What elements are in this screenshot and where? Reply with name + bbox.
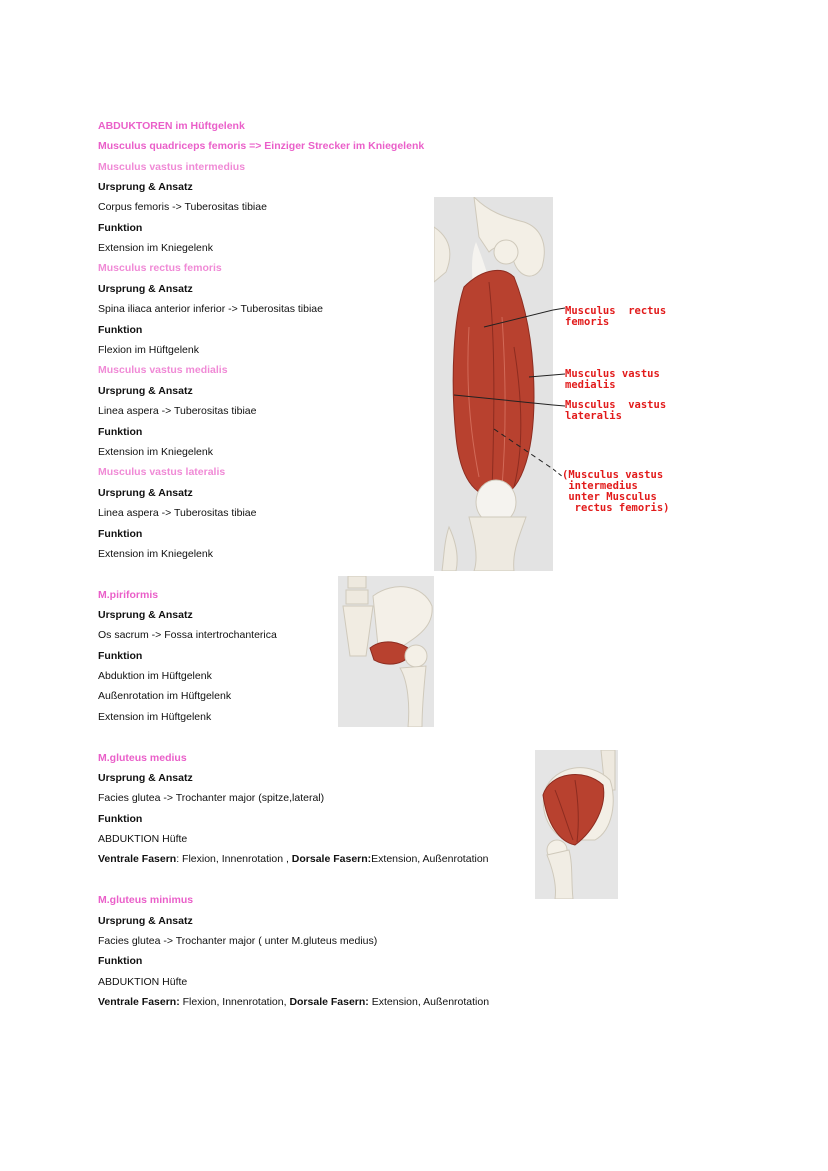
annotation-rectus-femoris: Musculus rectus femoris xyxy=(565,305,667,328)
quadriceps-illustration xyxy=(434,197,553,571)
function-text: Abduktion im Hüftgelenk xyxy=(98,670,212,682)
function-label: Funktion xyxy=(98,426,143,438)
gluteus-medius-illustration xyxy=(535,750,618,899)
function-label: Funktion xyxy=(98,650,143,662)
muscle-heading-gluteus-minimus: M.gluteus minimus xyxy=(98,894,194,906)
origin-label: Ursprung & Ansatz xyxy=(98,181,193,193)
dorsal-fibers-text: Extension, Außenrotation xyxy=(371,853,489,865)
muscle-heading-vastus-medialis: Musculus vastus medialis xyxy=(98,364,228,376)
function-label: Funktion xyxy=(98,528,143,540)
origin-text: Linea aspera -> Tuberositas tibiae xyxy=(98,507,257,519)
origin-label: Ursprung & Ansatz xyxy=(98,772,193,784)
muscle-heading-piriformis: M.piriformis xyxy=(98,589,159,601)
muscle-heading-gluteus-medius: M.gluteus medius xyxy=(98,752,187,764)
fibers-text xyxy=(98,853,489,866)
muscle-heading-vastus-intermedius: Musculus vastus intermedius xyxy=(98,161,246,173)
origin-label: Ursprung & Ansatz xyxy=(98,487,193,499)
ventral-fibers-label: Ventrale Fasern: xyxy=(98,996,180,1008)
muscle-heading-vastus-lateralis: Musculus vastus lateralis xyxy=(98,466,226,478)
origin-text: Spina iliaca anterior inferior -> Tuberositas tibiae xyxy=(98,303,323,315)
origin-label: Ursprung & Ansatz xyxy=(98,609,193,621)
ventral-fibers-text: : Flexion, Innenrotation , xyxy=(176,853,292,865)
origin-text: Linea aspera -> Tuberositas tibiae xyxy=(98,405,257,417)
quadriceps-drawing xyxy=(434,197,553,571)
function-text: Extension im Kniegelenk xyxy=(98,548,213,560)
fibers-text xyxy=(98,996,489,1009)
origin-label: Ursprung & Ansatz xyxy=(98,385,193,397)
annotation-vastus-medialis: Musculus vastus medialis xyxy=(565,368,660,391)
function-label: Funktion xyxy=(98,955,143,967)
origin-text: Corpus femoris -> Tuberositas tibiae xyxy=(98,201,267,213)
function-text: Flexion im Hüftgelenk xyxy=(98,344,199,356)
dorsal-fibers-label: Dorsale Fasern: xyxy=(289,996,369,1008)
origin-text: Facies glutea -> Trochanter major ( unter M.gluteus medius) xyxy=(98,935,378,947)
function-text: ABDUKTION Hüfte xyxy=(98,976,188,988)
page-subtitle: Musculus quadriceps femoris => Einziger Strecker im Kniegelenk xyxy=(98,140,425,152)
origin-text: Os sacrum -> Fossa intertrochanterica xyxy=(98,629,277,641)
muscle-heading-rectus-femoris: Musculus rectus femoris xyxy=(98,262,222,274)
function-text: Extension im Kniegelenk xyxy=(98,446,213,458)
annotation-vastus-lateralis: Musculus vastus lateralis xyxy=(565,399,667,422)
origin-label: Ursprung & Ansatz xyxy=(98,915,193,927)
ventral-fibers-text: Flexion, Innenrotation, xyxy=(179,996,290,1008)
piriformis-illustration xyxy=(338,576,434,727)
function-label: Funktion xyxy=(98,222,143,234)
function-text: Extension im Hüftgelenk xyxy=(98,711,212,723)
origin-text: Facies glutea -> Trochanter major (spitze,lateral) xyxy=(98,792,325,804)
function-label: Funktion xyxy=(98,813,143,825)
piriformis-drawing xyxy=(338,576,434,727)
annotation-vastus-intermedius: (Musculus vastus intermedius unter Musculus rectus femoris) xyxy=(562,469,670,514)
function-label: Funktion xyxy=(98,324,143,336)
origin-label: Ursprung & Ansatz xyxy=(98,283,193,295)
gluteus-medius-drawing xyxy=(535,750,618,899)
dorsal-fibers-label: Dorsale Fasern: xyxy=(291,853,372,865)
page-title: ABDUKTOREN im Hüftgelenk xyxy=(98,120,245,132)
dorsal-fibers-text: Extension, Außenrotation xyxy=(368,996,490,1008)
function-text: ABDUKTION Hüfte xyxy=(98,833,188,845)
function-text: Extension im Kniegelenk xyxy=(98,242,213,254)
function-text: Außenrotation im Hüftgelenk xyxy=(98,690,232,702)
ventral-fibers-label: Ventrale Fasern xyxy=(98,853,177,865)
